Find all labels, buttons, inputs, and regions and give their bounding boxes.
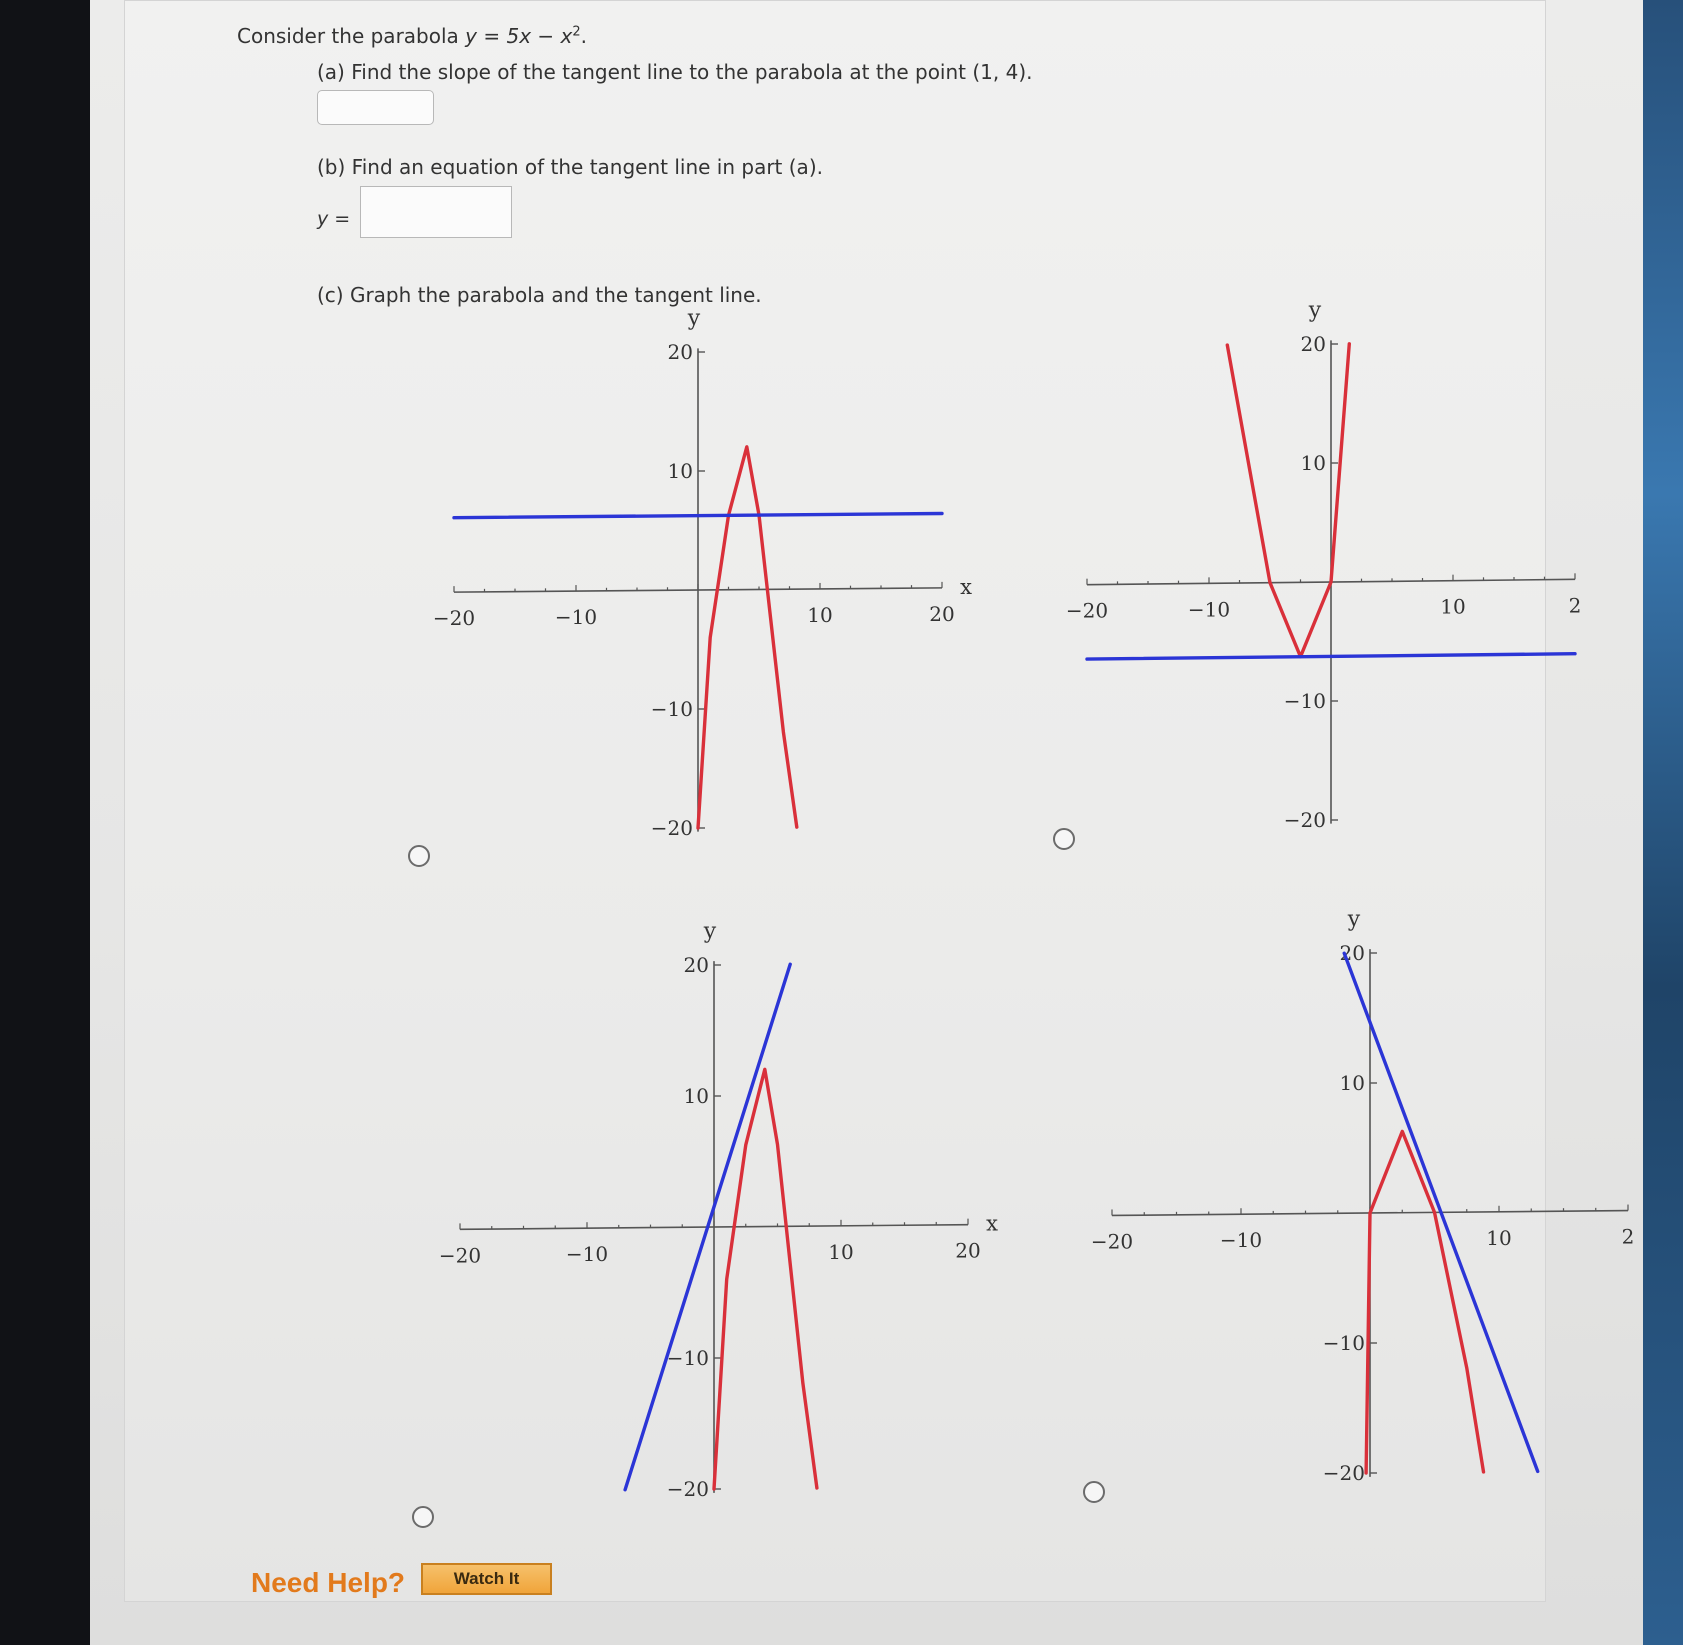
graph-option-1-x-tick-label: 10 [807, 602, 833, 627]
graph-option-1-y-tick-label: −20 [650, 816, 693, 840]
graph-option-1-x-tick-label: −10 [554, 605, 598, 630]
graph-option-2-y-tick-label: 20 [1300, 332, 1326, 356]
graph-option-4-x-tick-label: 2 [1621, 1224, 1635, 1249]
watch-it-button[interactable]: Watch It [421, 1563, 552, 1595]
graph-option-2-x-tick-label: −10 [1187, 597, 1231, 622]
graph-option-3-x-tick-label: 20 [955, 1238, 981, 1263]
graph-option-1-x-tick-label: −20 [432, 606, 476, 631]
graph-option-4-y-tick-label: −10 [1322, 1331, 1365, 1355]
graph-option-2-x-tick-label: 10 [1440, 594, 1466, 619]
graph-option-3-y-tick-label: 20 [683, 953, 709, 977]
equation-exponent: 2 [572, 24, 581, 40]
graph-option-3-x-tick-label: −20 [438, 1243, 482, 1268]
graph-option-4-y-tick-label: 10 [1339, 1071, 1365, 1095]
y-equals-label: y = [317, 208, 351, 230]
graph-option-4-x-tick-label: −20 [1090, 1229, 1134, 1254]
intro-suffix: . [580, 24, 587, 48]
part-a-text: (a) Find the slope of the tangent line to the parabola at the point (1, 4). [317, 60, 1033, 84]
graph-option-3-x-tick-label: 10 [828, 1239, 854, 1264]
graph-option-4-axis-name: y [1347, 907, 1361, 932]
graph-option-2-y-tick-label: −20 [1283, 808, 1326, 832]
graph-option-4-x-tick-label: 10 [1486, 1225, 1512, 1250]
graph-option-2-y-tick-label: 10 [1300, 451, 1326, 475]
graph-option-3-x-tick-label: −10 [565, 1242, 609, 1267]
graph-option-1-y-tick-label: 10 [667, 459, 693, 483]
graph-option-3-y-tick-label: −10 [666, 1346, 709, 1370]
graph-option-3-y-tick-label: 10 [683, 1084, 709, 1108]
intro-prefix: Consider the parabola [237, 24, 466, 48]
graph-option-4-x-tick-label: −10 [1219, 1228, 1263, 1253]
graph-option-1-y-axis-label: y [687, 306, 701, 331]
parabola-equation: y = 5x − x [465, 24, 573, 48]
graph-option-4-parabola-curve [1366, 1131, 1483, 1473]
graph-option-3-y-axis-label: y [703, 919, 717, 944]
graph-option-1-x-axis-label: x [960, 574, 972, 599]
part-c-text: (c) Graph the parabola and the tangent line. [317, 283, 762, 307]
graph-option-1-y-tick-label: −10 [650, 697, 693, 721]
graph-option-4-radio[interactable] [1083, 1481, 1105, 1503]
graph-option-2-x-tick-label: 2 [1568, 593, 1582, 618]
graph-option-1-y-tick-label: 20 [667, 340, 693, 364]
graph-option-3-y-tick-label: −20 [666, 1477, 709, 1501]
need-help-label: Need Help? [251, 1567, 406, 1598]
graph-option-4-y-tick-label: −20 [1322, 1461, 1365, 1485]
graph-option-2-y-tick-label: −10 [1283, 689, 1326, 713]
graph-option-4-y-tick-label: 20 [1339, 941, 1365, 965]
graph-option-3-x-axis-label: x [986, 1211, 998, 1236]
graph-option-1-x-tick-label: 20 [929, 601, 955, 626]
graph-option-2-x-tick-label: −20 [1065, 598, 1109, 623]
part-b-text: (b) Find an equation of the tangent line in part (a). [317, 155, 823, 179]
graph-option-2-axis-name: y [1308, 298, 1322, 323]
